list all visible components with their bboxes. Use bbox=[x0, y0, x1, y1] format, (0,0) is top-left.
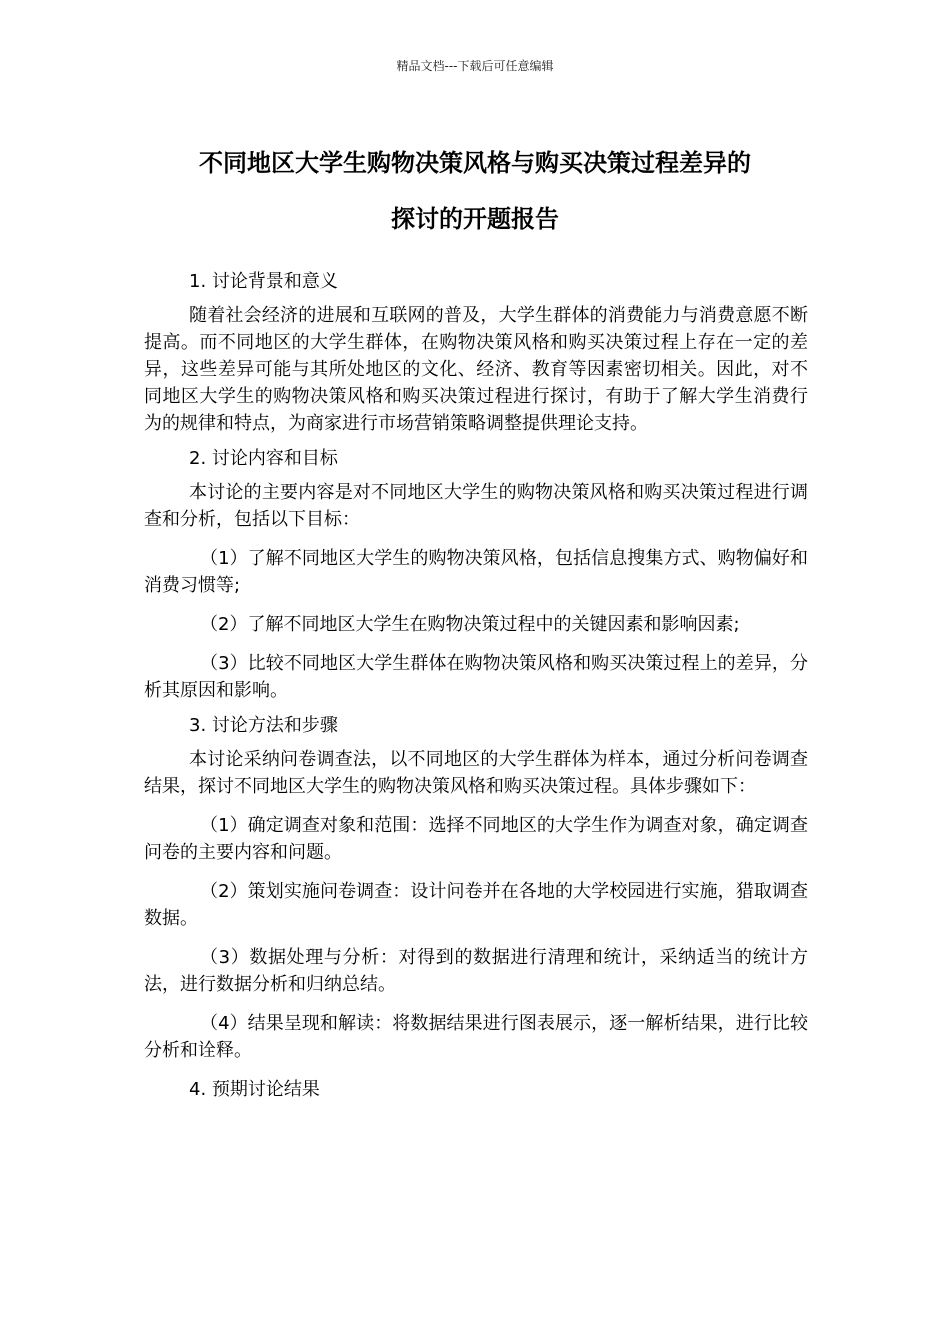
section-2-item-1: （1）了解不同地区大学生的购物决策风格，包括信息搜集方式、购物偏好和消费习惯等; bbox=[144, 548, 808, 596]
section-3-intro: 本讨论采纳问卷调查法，以不同地区的大学生群体为样本，通过分析问卷调查结果，探讨不同地区大学生的购物决策风格和购买决策过程。具体步骤如下： bbox=[144, 749, 808, 797]
document-title bbox=[130, 135, 820, 247]
header-note: 精品文档---下载后可任意编辑 bbox=[396, 59, 554, 73]
section-4-heading: 4. 预期讨论结果 bbox=[189, 1079, 320, 1100]
section-2-item-2: （2）了解不同地区大学生在购物决策过程中的关键因素和影响因素; bbox=[200, 614, 740, 635]
section-3-heading: 3. 讨论方法和步骤 bbox=[189, 715, 338, 736]
section-1-paragraph: 随着社会经济的进展和互联网的普及，大学生群体的消费能力与消费意愿不断提高。而不同地区的大学生群体，在购物决策风格和购买决策过程上存在一定的差异，这些差异可能与其所处地区的文化、经济、教育等因素密切相关。因此，对不同地区大学生的购物决策风格和购买决策过程进行探讨，有助于了解大学生消费行为的规律和特点，为商家进行市场营销策略调整提供理论支持。 bbox=[144, 305, 808, 434]
document-body bbox=[144, 268, 808, 1110]
section-2-intro: 本讨论的主要内容是对不同地区大学生的购物决策风格和购买决策过程进行调查和分析，包括以下目标： bbox=[144, 482, 808, 530]
section-2-item-3: （3）比较不同地区大学生群体在购物决策风格和购买决策过程上的差异，分析其原因和影响。 bbox=[144, 653, 808, 701]
section-3-item-3: （3）数据处理与分析：对得到的数据进行清理和统计，采纳适当的统计方法，进行数据分析和归纳总结。 bbox=[144, 947, 808, 995]
title-line-2: 探讨的开题报告 bbox=[391, 205, 559, 233]
section-1-heading: 1. 讨论背景和意义 bbox=[189, 271, 338, 292]
title-line-1: 不同地区大学生购物决策风格与购买决策过程差异的 bbox=[199, 149, 751, 177]
section-3-item-1: （1）确定调查对象和范围：选择不同地区的大学生作为调查对象，确定调查问卷的主要内容和问题。 bbox=[144, 815, 808, 863]
section-3-item-2: （2）策划实施问卷调查：设计问卷并在各地的大学校园进行实施，猎取调查数据。 bbox=[144, 881, 808, 929]
section-2-heading: 2. 讨论内容和目标 bbox=[189, 448, 338, 469]
section-3-item-4: （4）结果呈现和解读：将数据结果进行图表展示，逐一解析结果，进行比较分析和诠释。 bbox=[144, 1013, 808, 1061]
